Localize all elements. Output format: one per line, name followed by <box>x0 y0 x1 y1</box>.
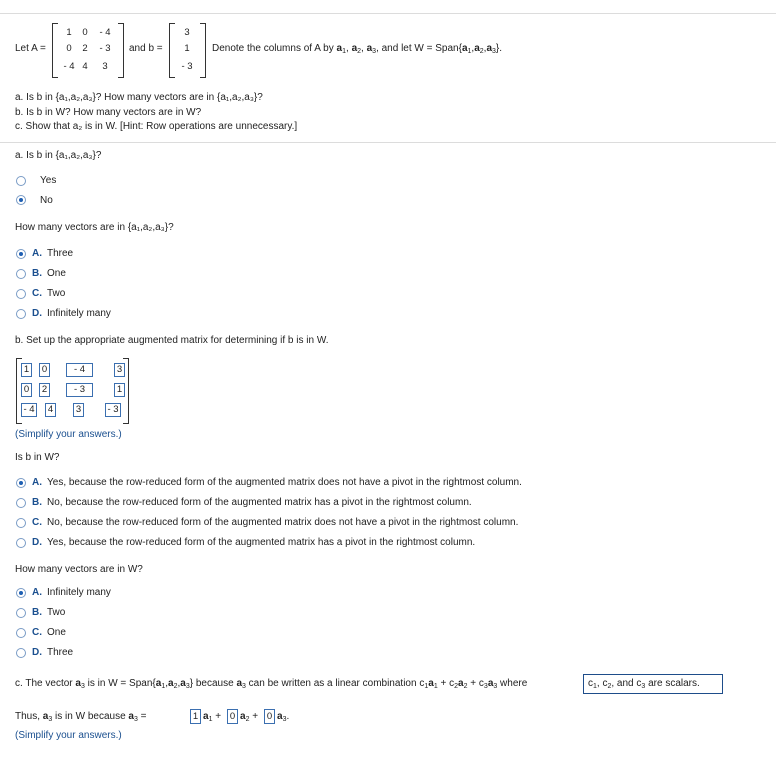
term-a2: $a_2$ + <box>240 711 259 723</box>
part-b-count-question: How many vectors are in W? <box>15 564 143 575</box>
option-radio[interactable] <box>16 498 26 508</box>
option-radio[interactable] <box>16 478 26 488</box>
option-label: One <box>47 627 66 638</box>
augmented-matrix-input[interactable]: - 4 <box>21 403 37 417</box>
option-letter: B. <box>32 497 42 508</box>
option-text <box>32 268 66 279</box>
option-letter: C. <box>32 517 42 528</box>
matrix-cell: 0 <box>82 27 88 38</box>
top-divider <box>0 13 776 14</box>
term-a3: $a_3$. <box>277 711 290 723</box>
augmented-matrix-input[interactable]: 3 <box>114 363 125 377</box>
radio-no[interactable] <box>16 195 26 205</box>
option-letter: A. <box>32 477 42 488</box>
option-radio[interactable] <box>16 269 26 279</box>
vector-cell: 3 <box>184 27 190 38</box>
option-label: No, because the row-reduced form of the augmented matrix has a pivot in the rightmost column. <box>47 497 472 508</box>
option-radio[interactable] <box>16 538 26 548</box>
option-label: Yes, because the row-reduced form of the augmented matrix does not have a pivot in the rightmost column. <box>47 477 522 488</box>
option-radio[interactable] <box>16 628 26 638</box>
vector-cell: - 3 <box>181 61 193 72</box>
option-yes-label: Yes <box>40 175 57 186</box>
option-label: Infinitely many <box>47 308 111 319</box>
augmented-matrix-input[interactable]: 0 <box>39 363 50 377</box>
matrix-cell: - 4 <box>63 61 75 72</box>
term-a1: $a_1$ + <box>203 711 222 723</box>
option-radio[interactable] <box>16 249 26 259</box>
option-label: No, because the row-reduced form of the augmented matrix does not have a pivot in the rightmost column. <box>47 517 519 528</box>
option-text <box>32 587 111 598</box>
option-letter: C. <box>32 627 42 638</box>
option-radio[interactable] <box>16 309 26 319</box>
option-letter: D. <box>32 537 42 548</box>
option-letter: A. <box>32 587 42 598</box>
option-label: Three <box>47 248 74 259</box>
part-b-question: Is b in W? <box>15 452 60 463</box>
scalars-answer-dropdown[interactable]: $c_1$, $c_2$, and $c_3$ are scalars. <box>583 674 723 694</box>
augmented-matrix-input[interactable]: 1 <box>114 383 125 397</box>
option-label: Infinitely many <box>47 587 111 598</box>
coefficient-a3-input[interactable]: 0 <box>264 709 275 724</box>
augmented-matrix-input[interactable]: 3 <box>73 403 84 417</box>
option-text <box>32 477 522 488</box>
option-letter: B. <box>32 268 42 279</box>
option-text <box>32 607 65 618</box>
option-radio[interactable] <box>16 289 26 299</box>
radio-yes[interactable] <box>16 176 26 186</box>
matrix-cell: 2 <box>82 43 88 54</box>
option-text <box>32 497 472 508</box>
part-b-setup-text: b. Set up the appropriate augmented matrix for determining if b is in W. <box>15 335 329 346</box>
option-label: Two <box>47 607 66 618</box>
option-label: Three <box>47 647 74 658</box>
option-text <box>32 517 518 528</box>
option-text <box>32 537 475 548</box>
part-c-statement: c. The vector $a_3$ is in $W = Span\{a_1,a_2,a_3\}$ because $a_3$ can be written as a linear combination $c_1a_1 + c_2a_2 + c_3a_3$ where <box>15 678 528 690</box>
option-letter: D. <box>32 308 42 319</box>
option-label: Two <box>47 288 66 299</box>
coefficient-a2-input[interactable]: 0 <box>227 709 238 724</box>
matrix-cell: 4 <box>82 61 88 72</box>
option-letter: A. <box>32 248 42 259</box>
option-letter: C. <box>32 288 42 299</box>
option-label: Yes, because the row-reduced form of the augmented matrix has a pivot in the rightmost column. <box>47 537 476 548</box>
thus-prefix: Thus, $a_3$ is in W because $a_3$ = <box>15 711 147 723</box>
coefficient-a1-input[interactable]: 1 <box>190 709 201 724</box>
and-b-label: and b = <box>129 43 163 54</box>
augmented-matrix-input[interactable]: 1 <box>21 363 32 377</box>
matrix-cell: 3 <box>102 61 108 72</box>
option-radio[interactable] <box>16 588 26 598</box>
option-radio[interactable] <box>16 518 26 528</box>
option-no-label: No <box>40 195 53 206</box>
let-a-label: Let A = <box>15 43 46 54</box>
augmented-matrix-input[interactable]: - 3 <box>66 383 93 397</box>
question-list-c: c. Show that a₂ is in W. [Hint: Row operations are unnecessary.] <box>15 121 298 132</box>
option-text <box>32 627 66 638</box>
part-b-simplify-hint: (Simplify your answers.) <box>15 429 122 440</box>
matrix-cell: - 3 <box>99 43 111 54</box>
denote-text: Denote the columns of A by $a_1$, $a_2$, $a_3$, and let $W = Span\{a_1,a_2,a_3\}$. <box>212 43 503 55</box>
option-label: One <box>47 268 66 279</box>
option-text <box>32 288 65 299</box>
augmented-matrix-input[interactable]: - 4 <box>66 363 93 377</box>
option-text <box>32 647 73 658</box>
augmented-matrix-input[interactable]: 0 <box>21 383 32 397</box>
section-divider <box>0 142 776 143</box>
vector-cell: 1 <box>184 43 190 54</box>
option-radio[interactable] <box>16 608 26 618</box>
augmented-matrix-input[interactable]: 2 <box>39 383 50 397</box>
part-a-count-question: How many vectors are in {a₁,a₂,a₃}? <box>15 222 174 233</box>
option-letter: B. <box>32 607 42 618</box>
question-list-b: b. Is b in W? How many vectors are in W? <box>15 107 202 118</box>
question-list-a: a. Is b in {a₁,a₂,a₃}? How many vectors are in {a₁,a₂,a₃}? <box>15 92 263 103</box>
option-text <box>32 308 111 319</box>
augmented-matrix <box>16 358 129 424</box>
matrix-cell: 0 <box>66 43 72 54</box>
matrix-cell: - 4 <box>99 27 111 38</box>
augmented-matrix-input[interactable]: 4 <box>45 403 56 417</box>
vector-b <box>169 23 206 78</box>
matrix-cell: 1 <box>66 27 72 38</box>
option-radio[interactable] <box>16 648 26 658</box>
augmented-matrix-input[interactable]: - 3 <box>105 403 121 417</box>
option-text <box>32 248 73 259</box>
matrix-a <box>52 23 124 78</box>
part-a-question: a. Is b in {a₁,a₂,a₃}? <box>15 150 102 161</box>
option-letter: D. <box>32 647 42 658</box>
part-c-simplify-hint: (Simplify your answers.) <box>15 730 122 741</box>
